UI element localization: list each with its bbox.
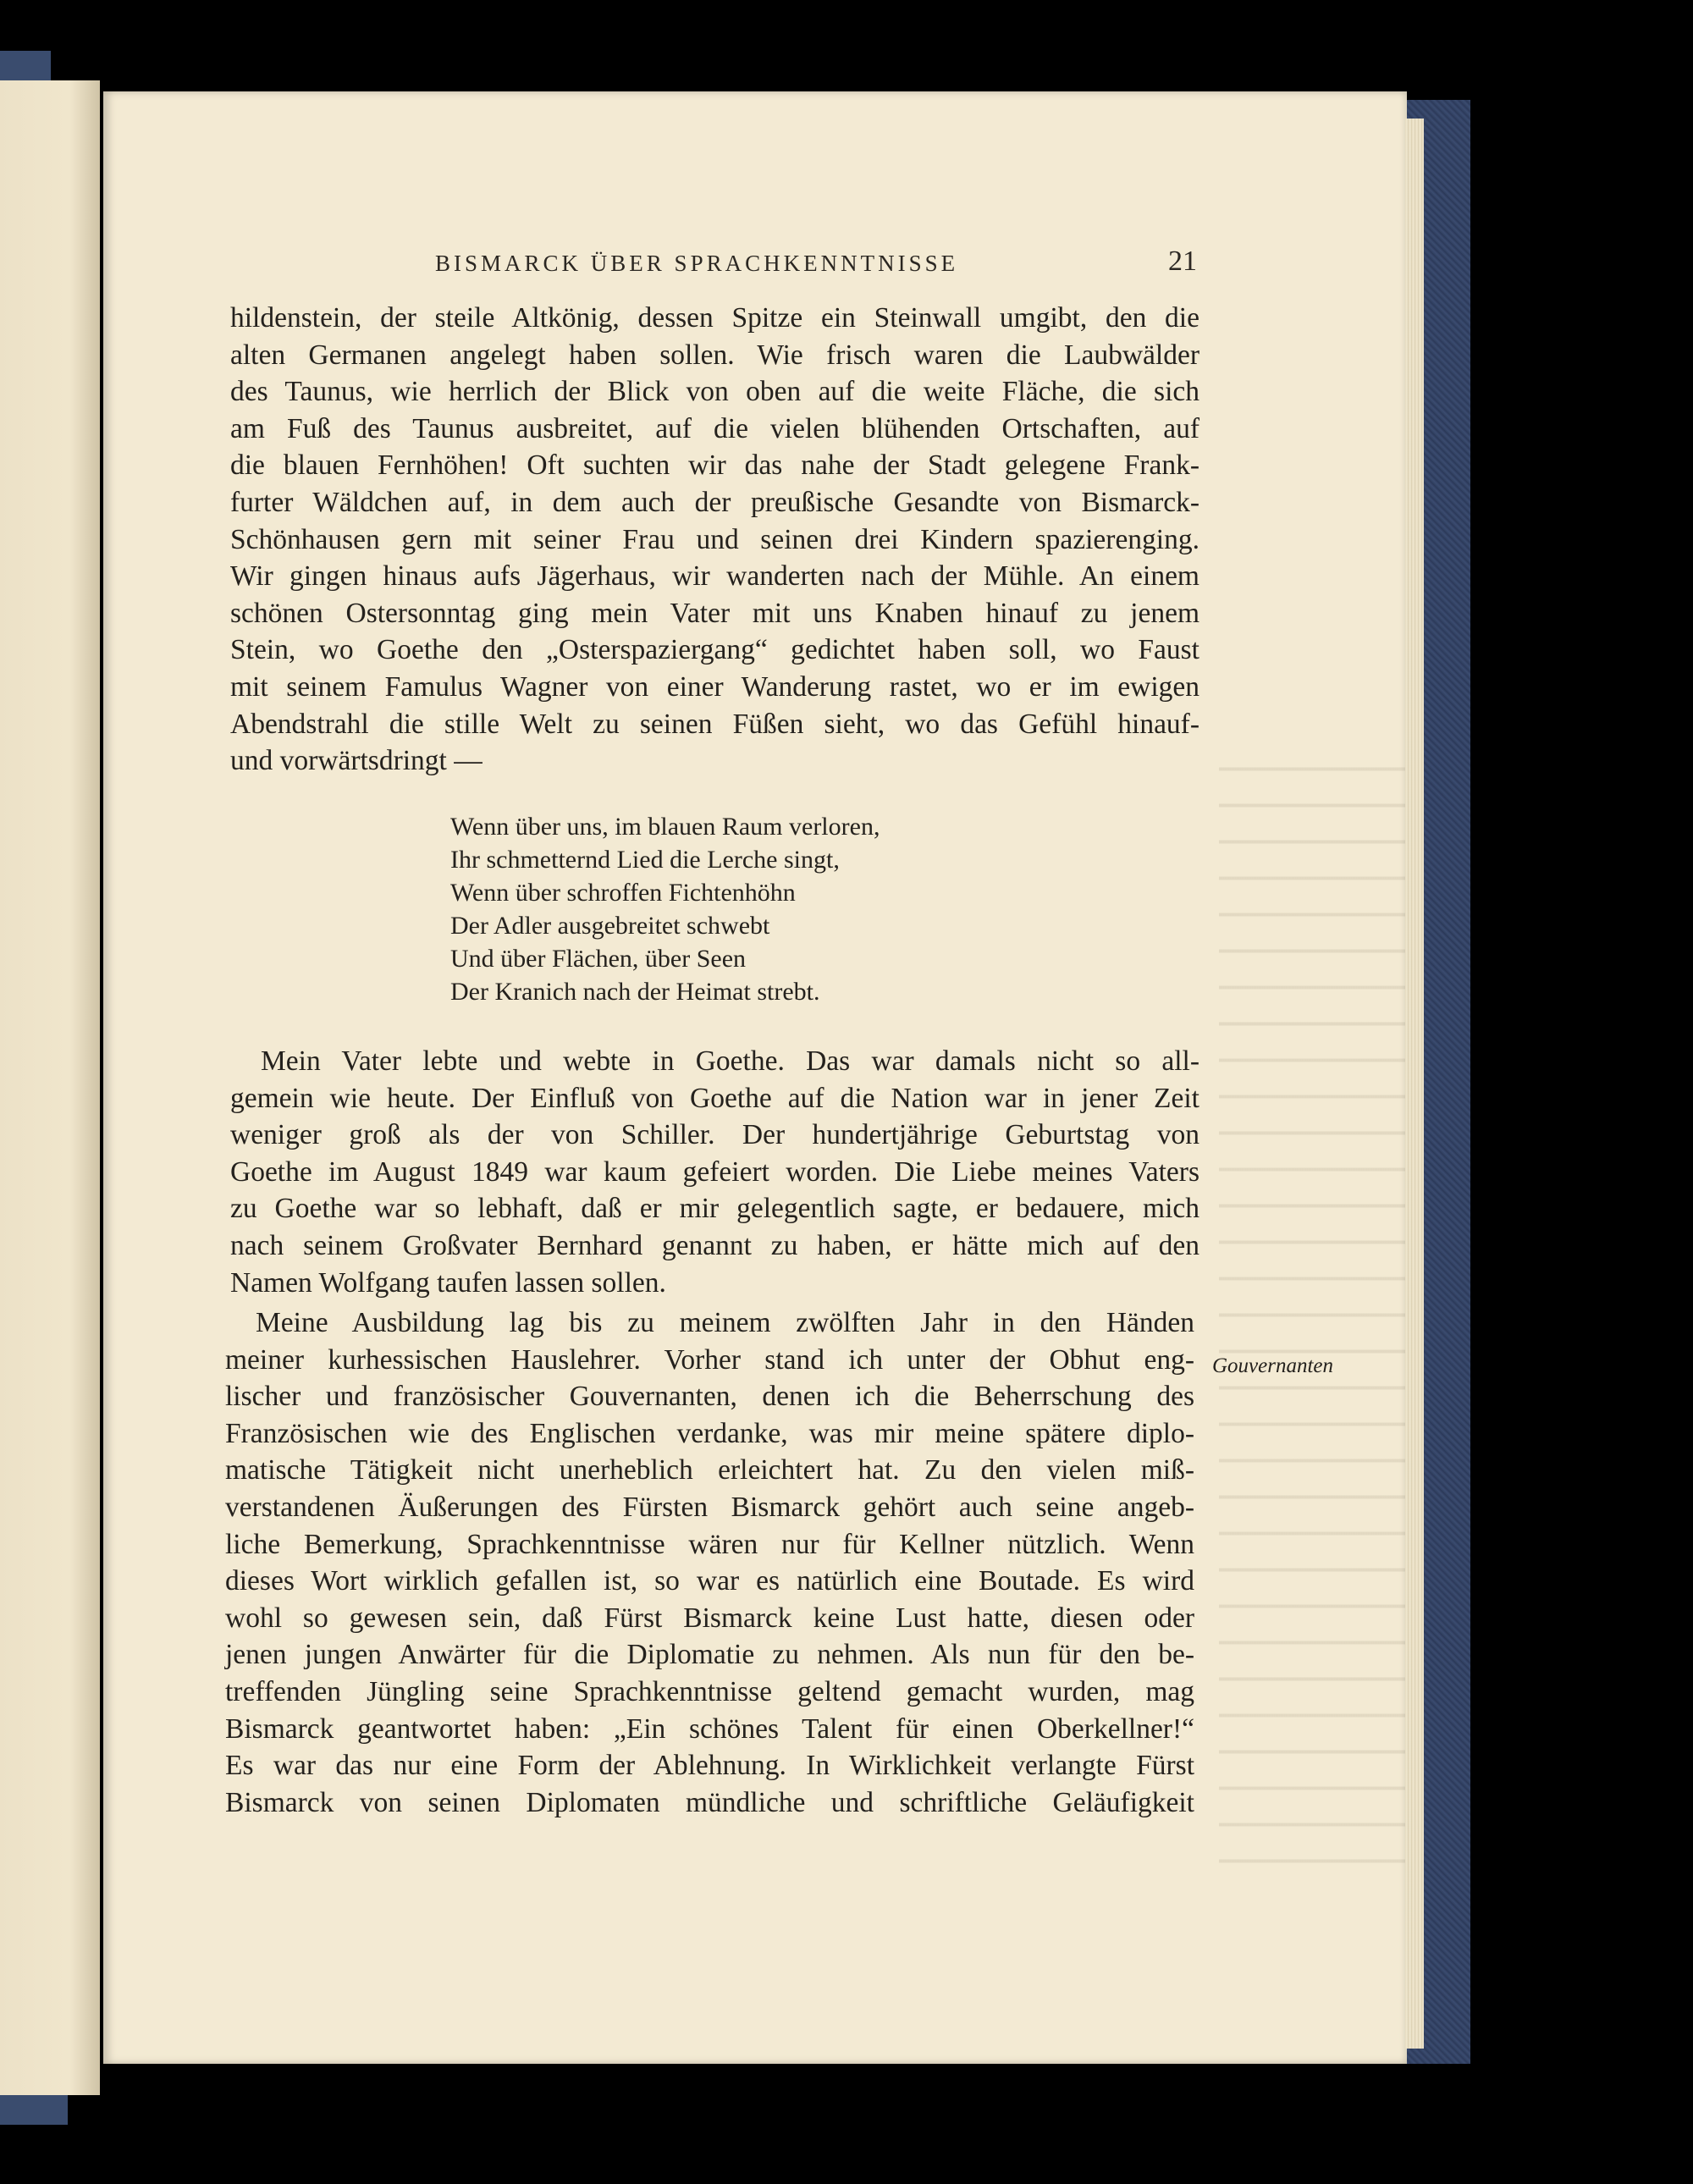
text-line: verstandenen Äußerungen des Fürsten Bismarck gehört auch seine angeb- — [225, 1491, 1194, 1523]
text-line: gemein wie heute. Der Einfluß von Goethe auf die Nation war in jener Zeit — [230, 1082, 1199, 1114]
text-line: die blauen Fernhöhen! Oft suchten wir das nahe der Stadt gelegene Frank- — [230, 449, 1199, 482]
verse-line: Wenn über schroffen Fichtenhöhn — [450, 879, 796, 907]
bleed-through-text — [1219, 745, 1405, 1888]
goethe-verse — [450, 810, 880, 1008]
text-line: meiner kurhessischen Hauslehrer. Vorher stand ich unter der Obhut eng- — [225, 1343, 1194, 1376]
verse-line: Wenn über uns, im blauen Raum verloren, — [450, 813, 880, 841]
text-line: am Fuß des Taunus ausbreitet, auf die vielen blühenden Ortschaften, auf — [230, 412, 1199, 444]
text-line: Mein Vater lebte und webte in Goethe. Das war damals nicht so all- — [261, 1045, 1199, 1077]
text-line: des Taunus, wie herrlich der Blick von oben auf die weite Fläche, die sich — [230, 376, 1199, 408]
text-line: Bismarck von seinen Diplomaten mündliche und schriftliche Geläufigkeit — [225, 1786, 1194, 1818]
text-line: Französischen wie des Englischen verdanke, was mir meine spätere diplo- — [225, 1417, 1194, 1449]
paragraph-1 — [230, 300, 1199, 780]
previous-page-edge — [0, 80, 100, 2095]
text-line: Meine Ausbildung lag bis zu meinem zwölften Jahr in den Händen — [256, 1307, 1194, 1338]
verse-line: Der Kranich nach der Heimat strebt. — [450, 978, 820, 1006]
text-line: treffenden Jüngling seine Sprachkenntnisse geltend gemacht wurden, mag — [225, 1675, 1194, 1707]
verse-line: Ihr schmetternd Lied die Lerche singt, — [450, 846, 840, 874]
text-line: alten Germanen angelegt haben sollen. Wie frisch waren die Laubwälder — [230, 339, 1199, 371]
text-line: Namen Wolfgang taufen lassen sollen. — [230, 1266, 666, 1299]
text-line: Bismarck geantwortet haben: „Ein schönes Talent für einen Oberkellner!“ — [225, 1712, 1194, 1745]
text-line: Abendstrahl die stille Welt zu seinen Füßen sieht, wo das Gefühl hinauf- — [230, 708, 1199, 740]
text-line: Schönhausen gern mit seiner Frau und seinen drei Kindern spazierenging. — [230, 523, 1199, 555]
text-line: schönen Ostersonntag ging mein Vater mit uns Knaben hinauf zu jenem — [230, 597, 1199, 629]
text-line: wohl so gewesen sein, daß Fürst Bismarck keine Lust hatte, diesen oder — [225, 1602, 1194, 1634]
text-line: lischer und französischer Gouvernanten, denen ich die Beherrschung des — [225, 1381, 1194, 1413]
text-line: hildenstein, der steile Altkönig, dessen Spitze ein Steinwall umgibt, den die — [230, 302, 1199, 334]
text-line: mit seinem Famulus Wagner von einer Wanderung rastet, wo er im ewigen — [230, 670, 1199, 703]
text-line: Wir gingen hinaus aufs Jägerhaus, wir wanderten nach der Mühle. An einem — [230, 560, 1199, 593]
paragraph-3 — [225, 1304, 1194, 1821]
text-line: nach seinem Großvater Bernhard genannt zu haben, er hätte mich auf den — [230, 1229, 1199, 1261]
verse-line: Der Adler ausgebreitet schwebt — [450, 912, 770, 940]
page-number: 21 — [1168, 245, 1197, 277]
text-line: Goethe im August 1849 war kaum gefeiert worden. Die Liebe meines Vaters — [230, 1155, 1199, 1188]
text-line: furter Wäldchen auf, in dem auch der preußische Gesandte von Bismarck- — [230, 486, 1199, 518]
text-line: dieses Wort wirklich gefallen ist, so war es natürlich eine Boutade. Es wird — [225, 1565, 1194, 1597]
text-line: und vorwärtsdringt — — [230, 745, 483, 777]
text-line: zu Goethe war so lebhaft, daß er mir gelegentlich sagte, er bedauere, mich — [230, 1193, 1199, 1225]
book-cover-bottom-left — [0, 2091, 68, 2125]
text-line: liche Bemerkung, Sprachkenntnisse wären nur für Kellner nützlich. Wenn — [225, 1528, 1194, 1560]
text-line: Es war das nur eine Form der Ablehnung. In Wirklichkeit verlangte Fürst — [225, 1750, 1194, 1782]
margin-note: Gouvernanten — [1212, 1354, 1334, 1377]
book-cover-top-left — [0, 51, 51, 85]
paragraph-2 — [230, 1043, 1199, 1301]
page-stack-edge — [1405, 119, 1424, 2049]
text-line: weniger groß als der von Schiller. Der hundertjährige Geburtstag von — [230, 1119, 1199, 1151]
text-line: matische Tätigkeit nicht unerheblich erleichtert hat. Zu den vielen miß- — [225, 1454, 1194, 1486]
text-line: jenen jungen Anwärter für die Diplomatie zu nehmen. Als nun für den be- — [225, 1639, 1194, 1671]
running-header: BISMARCK ÜBER SPRACHKENNTNISSE — [435, 251, 959, 276]
text-line: Stein, wo Goethe den „Osterspaziergang“ gedichtet haben soll, wo Faust — [230, 634, 1199, 666]
verse-line: Und über Flächen, über Seen — [450, 945, 747, 973]
